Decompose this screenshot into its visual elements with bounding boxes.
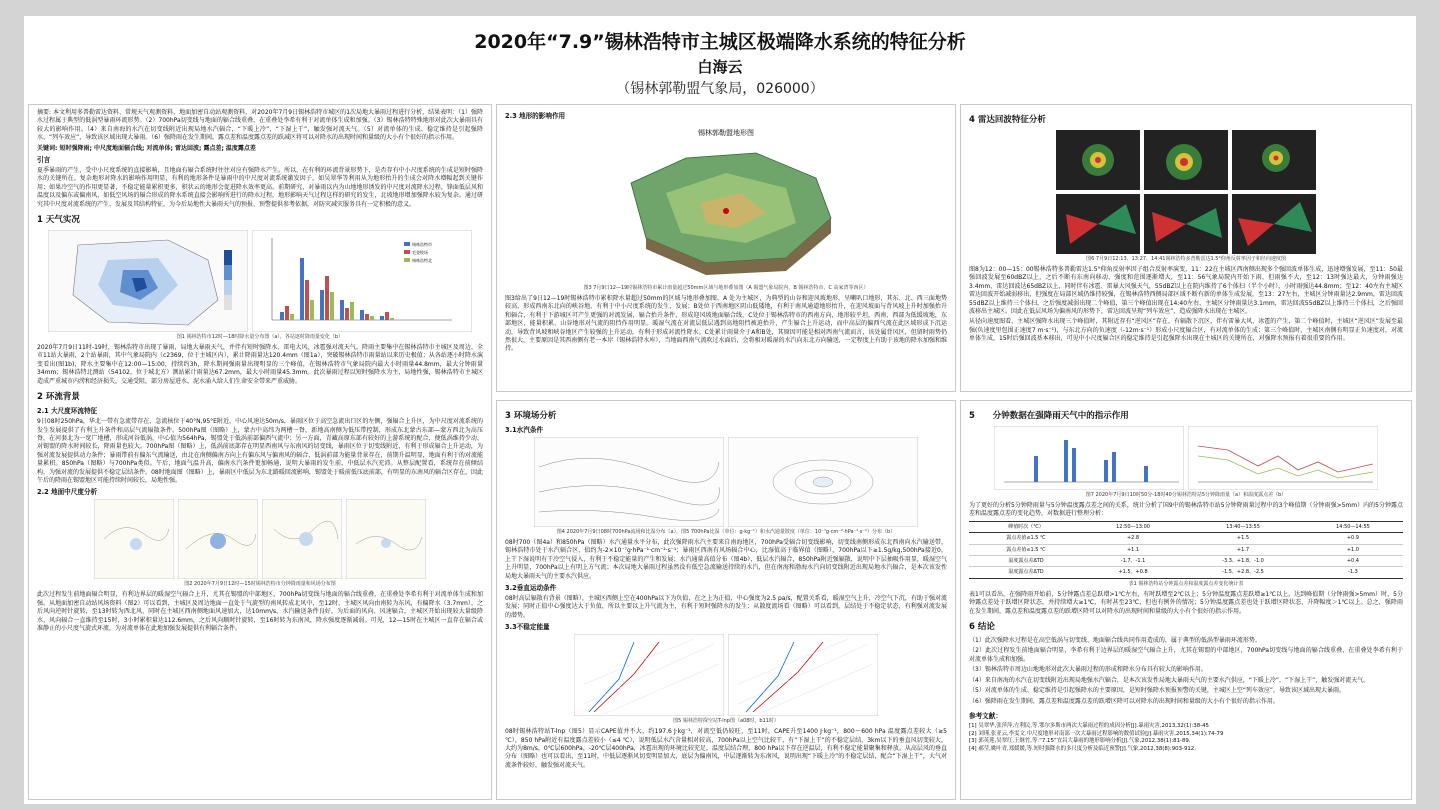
fig1b-bar <box>320 290 324 320</box>
figure-4-caption: 图4 2020年7月9日08时700hPa流场和比湿分布（a），图5 700hPa比湿（单位：g·kg⁻¹）和水汽通量散度（单位：10⁻⁷g·cm⁻²·hPa⁻¹·s⁻¹）分布（b） <box>556 529 896 535</box>
fig1b-bar <box>350 302 354 320</box>
table-cell: 温度露点差ΔTD <box>969 567 1083 578</box>
table-cell: +2.8 <box>1083 533 1183 544</box>
column-middle-top <box>496 104 956 392</box>
fig7a-rain-series <box>994 426 1184 490</box>
table-header: 13:40—13:55 <box>1183 521 1303 532</box>
figure-1 <box>37 230 483 332</box>
figure-6 <box>1056 130 1316 254</box>
table-header: 12:50—13:00 <box>1083 521 1183 532</box>
fig1b-hourly-bar-chart <box>252 230 472 332</box>
reference-item: [4] 郝莹,姚叶青,郑媛媛,等.短时强降水的多尺度分析及临近预警[J].气象,2012,38(8):903-912. <box>969 745 1196 752</box>
legend-series-1: 锡林浩特市 <box>412 242 432 248</box>
table-header: 峰值时次（℃） <box>969 521 1083 532</box>
keywords: 关键词: 短时强降雨; 中尺度地面辐合线; 对流单体; 雷达回波; 露点差; 温度露点差 <box>37 144 256 152</box>
intro-heading: 引言 <box>37 156 51 165</box>
fig2-wind-map-2 <box>178 499 258 579</box>
section-6-title: 6 结论 <box>969 622 995 633</box>
fig1b-bar <box>330 292 334 320</box>
section-3-1-text: 08时700（图4a）和850hPa（图略）水汽通量水平分布，此次强降雨水汽主要来自南海地区，700hPa受辐合切变线影响，切变线南侧形成东北西南向水汽输送带，锡林浩特市处于水汽辐合区，值约为-2×10⁻⁷g·hPa⁻¹·cm⁻²·s⁻¹；暴雨区西南有风场辐合中心，比湿值高于临界值（图略），700hPa以下≥1.5g/kg,500hPa接近0，上干下湿说明有干冷空气侵入，有利于不稳定能量的产生和发展；水汽通量高值分布（图4b），低层水汽辐合，850hPa附近强辐散，说明中下层抽吸作用显，暖湿空气上升明显，700hPa以上有明上方气流；本次局地大暴雨过程虽然没有低空急流输送持续的水汽，但在南海和渤海水汽向切变线附近出现局地水汽辐合，是本次该发性局地大暴雨天气的主要水汽供应。 <box>505 539 947 580</box>
fig1b-bar <box>365 314 369 320</box>
table-cell: -1.7、-1.1 <box>1083 556 1183 567</box>
table-cell: +0.4 <box>1303 556 1403 567</box>
fig1b-bar <box>340 300 344 320</box>
table-header: 14:50—14:55 <box>1303 521 1403 532</box>
poster-title: 2020年“7.9”锡林浩特市主城区极端降水系统的特征分析 <box>474 31 966 53</box>
fig3-terrain-map <box>606 123 846 283</box>
figure-7-caption: 图7 2020年7月9日10时50分-18时40分锡林浩特站5分钟降雨量（a）和温度露点差（b） <box>1085 492 1287 498</box>
references-title: 参考文献： <box>969 711 1002 720</box>
affiliation: （锡林郭勒盟气象局，026000） <box>616 81 824 97</box>
conclusion-item: （5）对流单体的生成、稳定维持是引起强降水的主要原因，是短时强降水预报预警的关键，主城区上空“列车效应”，导致该区域出现大暴雨。 <box>969 687 1346 695</box>
column-right-top <box>960 104 1412 392</box>
section-1-title: 1 天气实况 <box>37 215 80 226</box>
fig1b-bar <box>310 300 314 320</box>
table-cell: 露点差值≤1.5 ℃ <box>969 533 1083 544</box>
figure-3-caption: 图3 7月9日12—19时锡林浩特市累计雨量超过50mm区域与地形叠加图（A 锡盟气象局院内，B 锡林浩特市，C 高家湾等西区） <box>583 285 869 291</box>
column-right-bottom <box>960 400 1412 800</box>
fig4a-streamline-map <box>534 437 724 527</box>
section-2-1-text: 9日08时250hPa，华北一带有急流带存在，急流核位于40°N,95°E附近，中心风速达50m/s，暴雨区位于高空急流出口区的左侧，强辐合上升区，为中尺度对流系统的发生发展提供了有利上升条件和高层气流辐散条件。500hPa图（图略）上，蒙古中高纬为两槽一脊，新地高南侧为低压带控制，形成东北蒙古东部—蒙方西北为高压脊，在河套北为一宽广地槽，形成河谷低涡，中心值为564hPa，锡盟处于低涡前部偏西气流中；另一方面，青藏高原东部有较好的上游系统的配合，便低涡维持少动，对锡盟的降水时间较长，降雨量也较大。700hPa图（图略）上，低涡前底部存在明显西南风与东南风的切变线，暴雨区位于切变线附近，有利于形成辐合上升运动，为强对流发展提供动力条件；暴雨带前有偏东气流输送，由北在南侧偏南方向上有偏东风与偏南风的辐合，低涡前部为能量背景存在，前期升温明显，地面有利于的对流能量累积。850hPa（图略）与700hPa类似。午后，地面气温升高，偏南水汽条件更加畅通，说明大暴雨的发生前，中低层水汽充沛。从整层配置看，系统存在前倾结构，为强对流的发展提供不稳定层结条件。08时地面图（图略）上，暴雨区中低层为东北路暖回流影响，锡盟处于暖前低压底前部，有明显的东南风的辐合区存在，因此午后的降雨在锡盟地区可能持续时间较长，局地性强。 <box>37 418 483 484</box>
section-4-text-2: 从径向速度图看，主城区强降水出现三个峰值时，其附近存有“逆风区”存在，有辐散下沉区，伴有雷暴大风、冰雹的产生，第二个峰值时，主城区“逆风区”发展至最强(负速度里包围正速度7 m·s⁻¹)，与东北方向的负速度（-12m·s⁻¹）形成小尺度辐合区，有对流单体的生成；第三个峰值时，主城区南侧有明显正负速度对，对流单体生成，15时后强回波基本移出，可见中小尺度辐合区的稳定维持是引起强降水出现在主城区的关键所在，对强降水预报有着很重要的作用。 <box>969 318 1403 343</box>
column-middle-bottom <box>496 400 956 800</box>
intro-text: 夏季暴雨的产生，受中小尺度系统的直接影响，且地面有辐合系统时往往对应有强降水产生。所以，在有利的环流背景形势下，是否存有中小尺度系统的生成是短时强降水的关键所在。复杂地形对降水的影响作用明显，有利的地形条件是暴雨中的中尺度对流系统激发因子，如吴翠华等利用从为地形抬升的生成会对降水增幅起到关键作用；如果冷空气的作用更显著，不稳定能量累积更多，积状云的地形会促进降水效率更高。前期研究，对暴雨以内为山地地形诱发的中尺度对流降水过程，锋面低层风和温度以及偏东或偏南风，如低空风场的辐合形成的降水系统直接会影响所进行的降水过程，地形影响天气过程这样的研究的发生，北坡地形增加强降水较为复杂。通过研究其中尺度对流系统的产生、发展及其结构特征，为今后局地性大暴雨天气的预报、预警提供参考依据，对防灾减灾服务具有一定积极的意义。 <box>37 167 483 208</box>
abstract: 摘要: 本文利用多普勒雷达资料、常规天气观测资料、地面加密自动站观测资料，对2020年7月9日锡林浩特市城区的1次局地大暴雨过程进行分析，结果表明：（1）强降水过程属于典型的低涡型暴雨环流形势。（2）700hPa切变线与地面的辐合线重叠，在重叠处李希有利于对流单体生成和加强。（3）锡林浩特特殊地形对此次大暴雨具有较大的影响作用。（4）来自南海的水汽在切变线附近出现局地水汽辐合，“下暖上冷”，“下湿上干”，触发强对流天气。（5）对流单体的生成、稳定维持是引起强降水、“列车效应”，导致该区域出现大暴雨。（6）强降雨在发生期间，露点差和温度露点差的跃减区将可以对降水的出现时间和量级的大小有个很好的指示作用。 <box>37 109 483 142</box>
fig1b-bar <box>285 306 289 320</box>
section-2-2-text: 此次过程发生前地面辐合明显，有利边界层的暖湿空气辐合上升，尤其在锡盟的中部地区，700hPa切变线与地面的辐合线重叠，在重叠处李希有利于对流单体生成和加强。从地面加密自动站风场资料（图2）可以看到，主城区及周边地面一直处于气旋型的南风转成北风中，至12时，主城区风向由南转为东风，有偏降水（3.7mm），之后风向逆时针旋转，至13时转为西北风，同时在主城区西南侧地面风速加大，达10mm/s，水汽输送条件良好，为后面的风向、风速辐合，主城区开始出现较大量级降水，风向辐合一直维持至15时，3小时累积量达112.6mm，之后风向顺时针旋转，至16时转为东南风，降水强度逐渐减弱。可见，12—15时在主城区一直存在辐合或准静止的小尺度气旋式环流，为对流单体在此地加强发展提供有利辐合条件。 <box>37 591 483 632</box>
poster <box>24 16 1416 804</box>
legend-series-2: 毛登牧场 <box>412 250 428 256</box>
author-name: 白海云 <box>697 58 743 76</box>
conclusion-item: （2）此次过程发生前地面辐合明显，李希有利于边界层的暖湿空气辐合上升，尤其在锡盟的中部地区，700hPa切变线与地面的辐合线重叠，在重叠处李希有利于对流单体生成和加强。 <box>969 647 1403 663</box>
conclusion-item: （3）锡林浩特市周边山地地形对此次大暴雨过程的形成和降水分布具有较大的影响作用。 <box>969 666 1207 674</box>
radar-velocity-2 <box>1144 194 1228 254</box>
section-5-text: 为了更好的分析5分钟降雨量与5分钟温度露点差之间的关系，统计分析了国9中的锡林浩特市站5分钟降雨量过程中的3个峰值期（分钟雨强>5mm）内的5分钟露点差和温度露点差的变化趋势，对数据进行整理分析： <box>969 502 1403 518</box>
column-left <box>28 104 492 800</box>
fig2-wind-map-4 <box>346 499 426 579</box>
reference-item: [1] 吴翠华,张萍萍,左利民,等.鄂尔多斯市两次大暴雨过程的成因分析[J].暴雨灾害,2013,32(1):38-45 <box>969 722 1209 729</box>
figure-1-caption: 图1 锡林浩特市12时—18时降水量分布图（a），各站逐时降雨量变化（b） <box>176 334 344 341</box>
fig1b-bar <box>360 310 364 320</box>
fig2-wind-map-3 <box>262 499 342 579</box>
section-2-3-title: 2.3 地形的影响作用 <box>505 112 566 120</box>
poster-header <box>24 28 1416 100</box>
fig1a-rain-map <box>48 230 248 332</box>
section-5-title-text: 分钟数据在强降雨天气中的指示作用 <box>992 411 1129 421</box>
dewpoint-table <box>969 521 1403 579</box>
section-3-3-text: 08时锡林浩特站T-lnp（图5）显示CAPE值并不大，约197.6 J·kg⁻¹，对流空低仍较旺，至11时，CAPE升至1400 J·kg⁻¹，800～600 hPa 温度露点差较大（≥5 ℃），850 hPa附近有温度露点差较小（≤4 ℃），说明低层水汽含量相对较高，700hPa以上空气比较干，有“下湿上干”的不稳定层结，3km以下的垂直风切变较大，大约为8m/s，0℃层600hPa，-20℃层400hPa，冰雹出现的环境比较充足，温度层结合理，800 hPa以下存在逆温层，有利不稳定能量聚集和释放。从高层风的垂直分布（图略）也可以看出，至11时，中低层逐渐风切变明显加大，底层为偏南风，中层逐渐转为东南风，说明出现“下暖上冷”的不稳定层结，配合“下湿上干”，大气对流条件较好，触发强对流天气。 <box>505 728 947 769</box>
fig1b-bar <box>385 312 389 320</box>
radar-velocity-3 <box>1232 194 1316 254</box>
section-4-text: 图8为12：00—15：00锡林浩特多普勒雷达1.5°仰角反射率因子组合反射率演变，11：22在主城区西南侧出现多个强回波单体生成，迅速增强发展，至11：50最强回波发展至60dBZ以上，之后不断有东南向移动，强度和范围逐渐增大，至11：56气象局院内开始下雨，但雨强不大，至12：13时强达最大，分钟雨强达3.4mm，雷达回波达65dBZ以上，同时伴有冰雹、雷暴大风强天气，55dBZ以上在院内维持了6个体扫（半个小时），小时雨强达44.8mm；至12：40左右主城区雷达回波开始减弱移出，但强度在局部区域仍维持较强，在锡林浩特西侧局部区域不断有新的单体生成发展，至13：27左右，主城区分钟雨量达2.9mm，雷达回波55dBZ以上维持三个体扫，之后强度减弱出现二个峰值，第三个峰值出现在14:40左右，主城区分钟雨量达3.1mm，雷达回波55dBZ以上维持三个体扫，之后强回波移出主城区。因此在低层风场为偏南风的形势下，雷达回波呈现“列车效应”，造成强降水出现在主城区。 <box>969 266 1403 316</box>
conclusion-item: （6）强降雨在发生期间，露点差和温度露点差的跃增区降可以对降水的出现时间和量级的大小有个很好的指示作用。 <box>969 697 1279 705</box>
conclusion-item: （1）此次强降水过程是在高空低涡与切变线、地面辐合线共同作用造成的，属于典型的低涡型暴雨环流形势。 <box>969 637 1261 645</box>
table-cell: -1.3 <box>1303 567 1403 578</box>
table-header-row <box>969 521 1403 532</box>
radar-reflectivity-1 <box>1056 130 1140 190</box>
fig2-wind-map-1 <box>94 499 174 579</box>
table-cell: 温度露点差ΔTD <box>969 556 1083 567</box>
fig7b-dewpoint-series <box>1188 426 1378 490</box>
section-5-text-2: 表1可以看出，在强降雨开始前，5分钟露点差总跃增>1℃左右，有时跃增至2℃以上；5分钟温度露点差跃增≥1℃以上，达到峰值期（分钟雨强>5mm）时，5分钟露点差处于跃增区降状态，并持续增大≥1℃，有时甚至23℃，但也有例外的情况；5分钟温度露点差也处于跃增区降状态，升降幅度＞1℃以上。总之，强降雨在发生期间，露点差和温度露点差的跃增区降可以对降水的出现时间和量级的大小有个很好的指示作用。 <box>969 590 1403 615</box>
fig1b-bar <box>380 316 384 320</box>
table-row <box>969 556 1403 567</box>
references-list <box>969 723 1403 753</box>
section-2-2-title: 2.2 地面中尺度分析 <box>37 488 98 497</box>
table-row <box>969 544 1403 555</box>
section-5-number: 5 <box>969 411 975 421</box>
reference-item: [3] 郭英莲,吴翠红,王继竹,等.“7.15”宜昌大暴雨的地形影响分析[J].气象,2012,38(1):81-89. <box>969 738 1191 745</box>
radar-reflectivity-3 <box>1232 130 1316 190</box>
fig1b-bar <box>300 258 304 320</box>
fig4b-moisture-flux-map <box>728 437 918 527</box>
section-2-3-text: 图3给出了9日12—19时锡林浩特市累积降水量超过50mm的区域与地形叠加图，A 处为主城区，为典型的山谷和迎风坡地形，呈喇叭口地形，其东、北、西三面地势较高，形成西南东北向的峡谷地，有利于中小尺度系统的发生、发展；B处位于西南地区阴山低矮地，有利于南风通道地形抬升，在迎风坡面与背风坡上升时加强抬升和辐合，有利于下游城区可产生更强的对流发展，辐合抬升条件，形成迎风坡地面辐合线，C处位于锡林浩特市的西南方向，地形较平坦，西南、西部为低缓坡地，东部地区，能量积累，山谷地形对气流的阻挡作用明显。暖湿气流在对流层低层遇到高地阻挡被迫抬升，产生辐合上升运动，而中高层的偏西气流在此区域形成下沉运动，导致背风坡和峡谷地区产生较强的上升运动，有利于形成对流性降水。C处累计雨量介于A和B处，其原因可能是相对西南气流而言，该处属背风区，但留时雨势仍然很大，主要原因是其西南侧有老一本岸（锡林浩特水库），当地面西南气流吹过水面后，会将相对暖湿的水汽向东北方向输送，一定程度上有助于该地的降水加强和维持。 <box>505 295 947 353</box>
fig1b-bar <box>390 318 394 320</box>
radar-reflectivity-2 <box>1144 130 1228 190</box>
figure-7 <box>969 426 1403 490</box>
table-cell: +1.7 <box>1183 544 1303 555</box>
section-5-title <box>969 411 1403 422</box>
conclusion-item: （4）来自南海的水汽在切变线附近出现局地强水汽辐合，是本次该发性局地大暴雨天气的主要水汽供应，“下暖上冷”，“下湿上干”，触发强对流天气。 <box>969 676 1370 684</box>
section-4-title: 4 雷达回波特征分析 <box>969 115 1046 125</box>
section-3-3-title: 3.3不稳定能量 <box>505 623 550 632</box>
table-cell: +1.0 <box>1303 544 1403 555</box>
fig1b-bar <box>280 312 284 320</box>
reference-item: [2] 刘瑾,张亚云,李雯文.中尺度地形对南部一次大暴雨过程影响的数值试验[J].暴雨灾害,2015,34(1):74-79 <box>969 730 1224 737</box>
fig1b-bar <box>370 316 374 320</box>
fig5a-tlnp <box>574 634 724 716</box>
section-3-2-title: 3.2垂直运动条件 <box>505 584 557 593</box>
figure-2-caption: 图2 2020年7月9日12时—15时锡林浩特市分钟降雨量和风场分布图 <box>184 581 336 588</box>
section-1-text: 2020年7月9日11时-19时，锡林浩特市出现了暴雨，局地大暴雨天气，并伴有短时强降水、雷电大风、冰雹强对流天气。降雨主要集中在锡林浩特市主城区及周边，全市11站大暴雨，2个站暴雨，其中气象局院内（c2369，位于主城区内），累计降雨量达120.4mm（图1a），突破锡林浩特市雨量站以来历史极值；从各站逐小时降水演变看出(图1b)，降水主要集中在12:00—15:00，持续约3h，降水期间强雨量出现明显的三个峰值，在锡林浩特市气象局院内最大小时雨量44.8mm，最大分钟雨量34mm；锡林浩特北测站（54102，位于城北方）测站累计雨量达67.2mm，最大小时雨量45.3mm。此次暴雨过程以短时强降水为主，局地性强，锡林浩特市主城区造成严重城市内涝和经济损失，交通受阻，部分房屋进水，泥水涌入给人们生命安全带来严重威胁。 <box>37 344 483 385</box>
fig1b-bar <box>290 314 294 320</box>
fig1b-bar <box>325 276 329 320</box>
section-3-1-title: 3.1水汽条件 <box>505 426 544 434</box>
table-cell: +1.5、+0.8 <box>1083 567 1183 578</box>
table-cell: -3.3、+1.8、-1.0 <box>1183 556 1303 567</box>
figure-6-caption: 图6 7月9日12:13、13:27、14:41锡林浩特多普勒雷达1.5°仰角反射率因子和径向速度图 <box>1086 256 1286 262</box>
table-cell: 露点差值≤1.5 ℃ <box>969 544 1083 555</box>
table-cell: +1.1 <box>1083 544 1183 555</box>
radar-velocity-1 <box>1056 194 1140 254</box>
table-caption: 表1 锡林浩特站分钟露点差和温度露点差变化统计表 <box>1128 580 1244 587</box>
figure-2 <box>37 499 483 579</box>
section-3-title: 3 环境场分析 <box>505 411 557 421</box>
fig1b-bar <box>345 308 349 320</box>
table-cell: -1.5、+2.8、-2.5 <box>1183 567 1303 578</box>
figure-4 <box>505 437 947 527</box>
fig1b-bar <box>305 280 309 320</box>
section-2-1-title: 2.1 大尺度环流特征 <box>37 407 98 416</box>
fig5b-tlnp <box>728 634 878 716</box>
table-row <box>969 533 1403 544</box>
section-3-2-text: 08时高层辐散有背景（图略），主城区西侧上空在400hPa以下为负值，在之上为正值，中心强度为2.5 pa/s，配置关系看，暖湿空气上升，冷空气下沉，有助于强对流发展；同时正值中心强度达大于负值，所以主要以上升气流为主，有利于短时强降水的发生；从散度流场看（图略）可以看到，层结处于不稳定状态，有利强对流发展的潜势。 <box>505 595 947 619</box>
figure-5 <box>505 634 947 716</box>
legend-series-3: 锡林浩特北 <box>412 258 432 264</box>
table-cell: +0.9 <box>1303 533 1403 544</box>
table-cell: +1.5 <box>1183 533 1303 544</box>
table-row <box>969 567 1403 578</box>
fig3-inner-title: 锡林郭勒盟地形图 <box>698 129 754 137</box>
section-2-title: 2 环流背景 <box>37 392 80 403</box>
figure-5-caption: 图5 锡林浩特探空站T-lnp图（a08时，b11时） <box>673 718 779 725</box>
